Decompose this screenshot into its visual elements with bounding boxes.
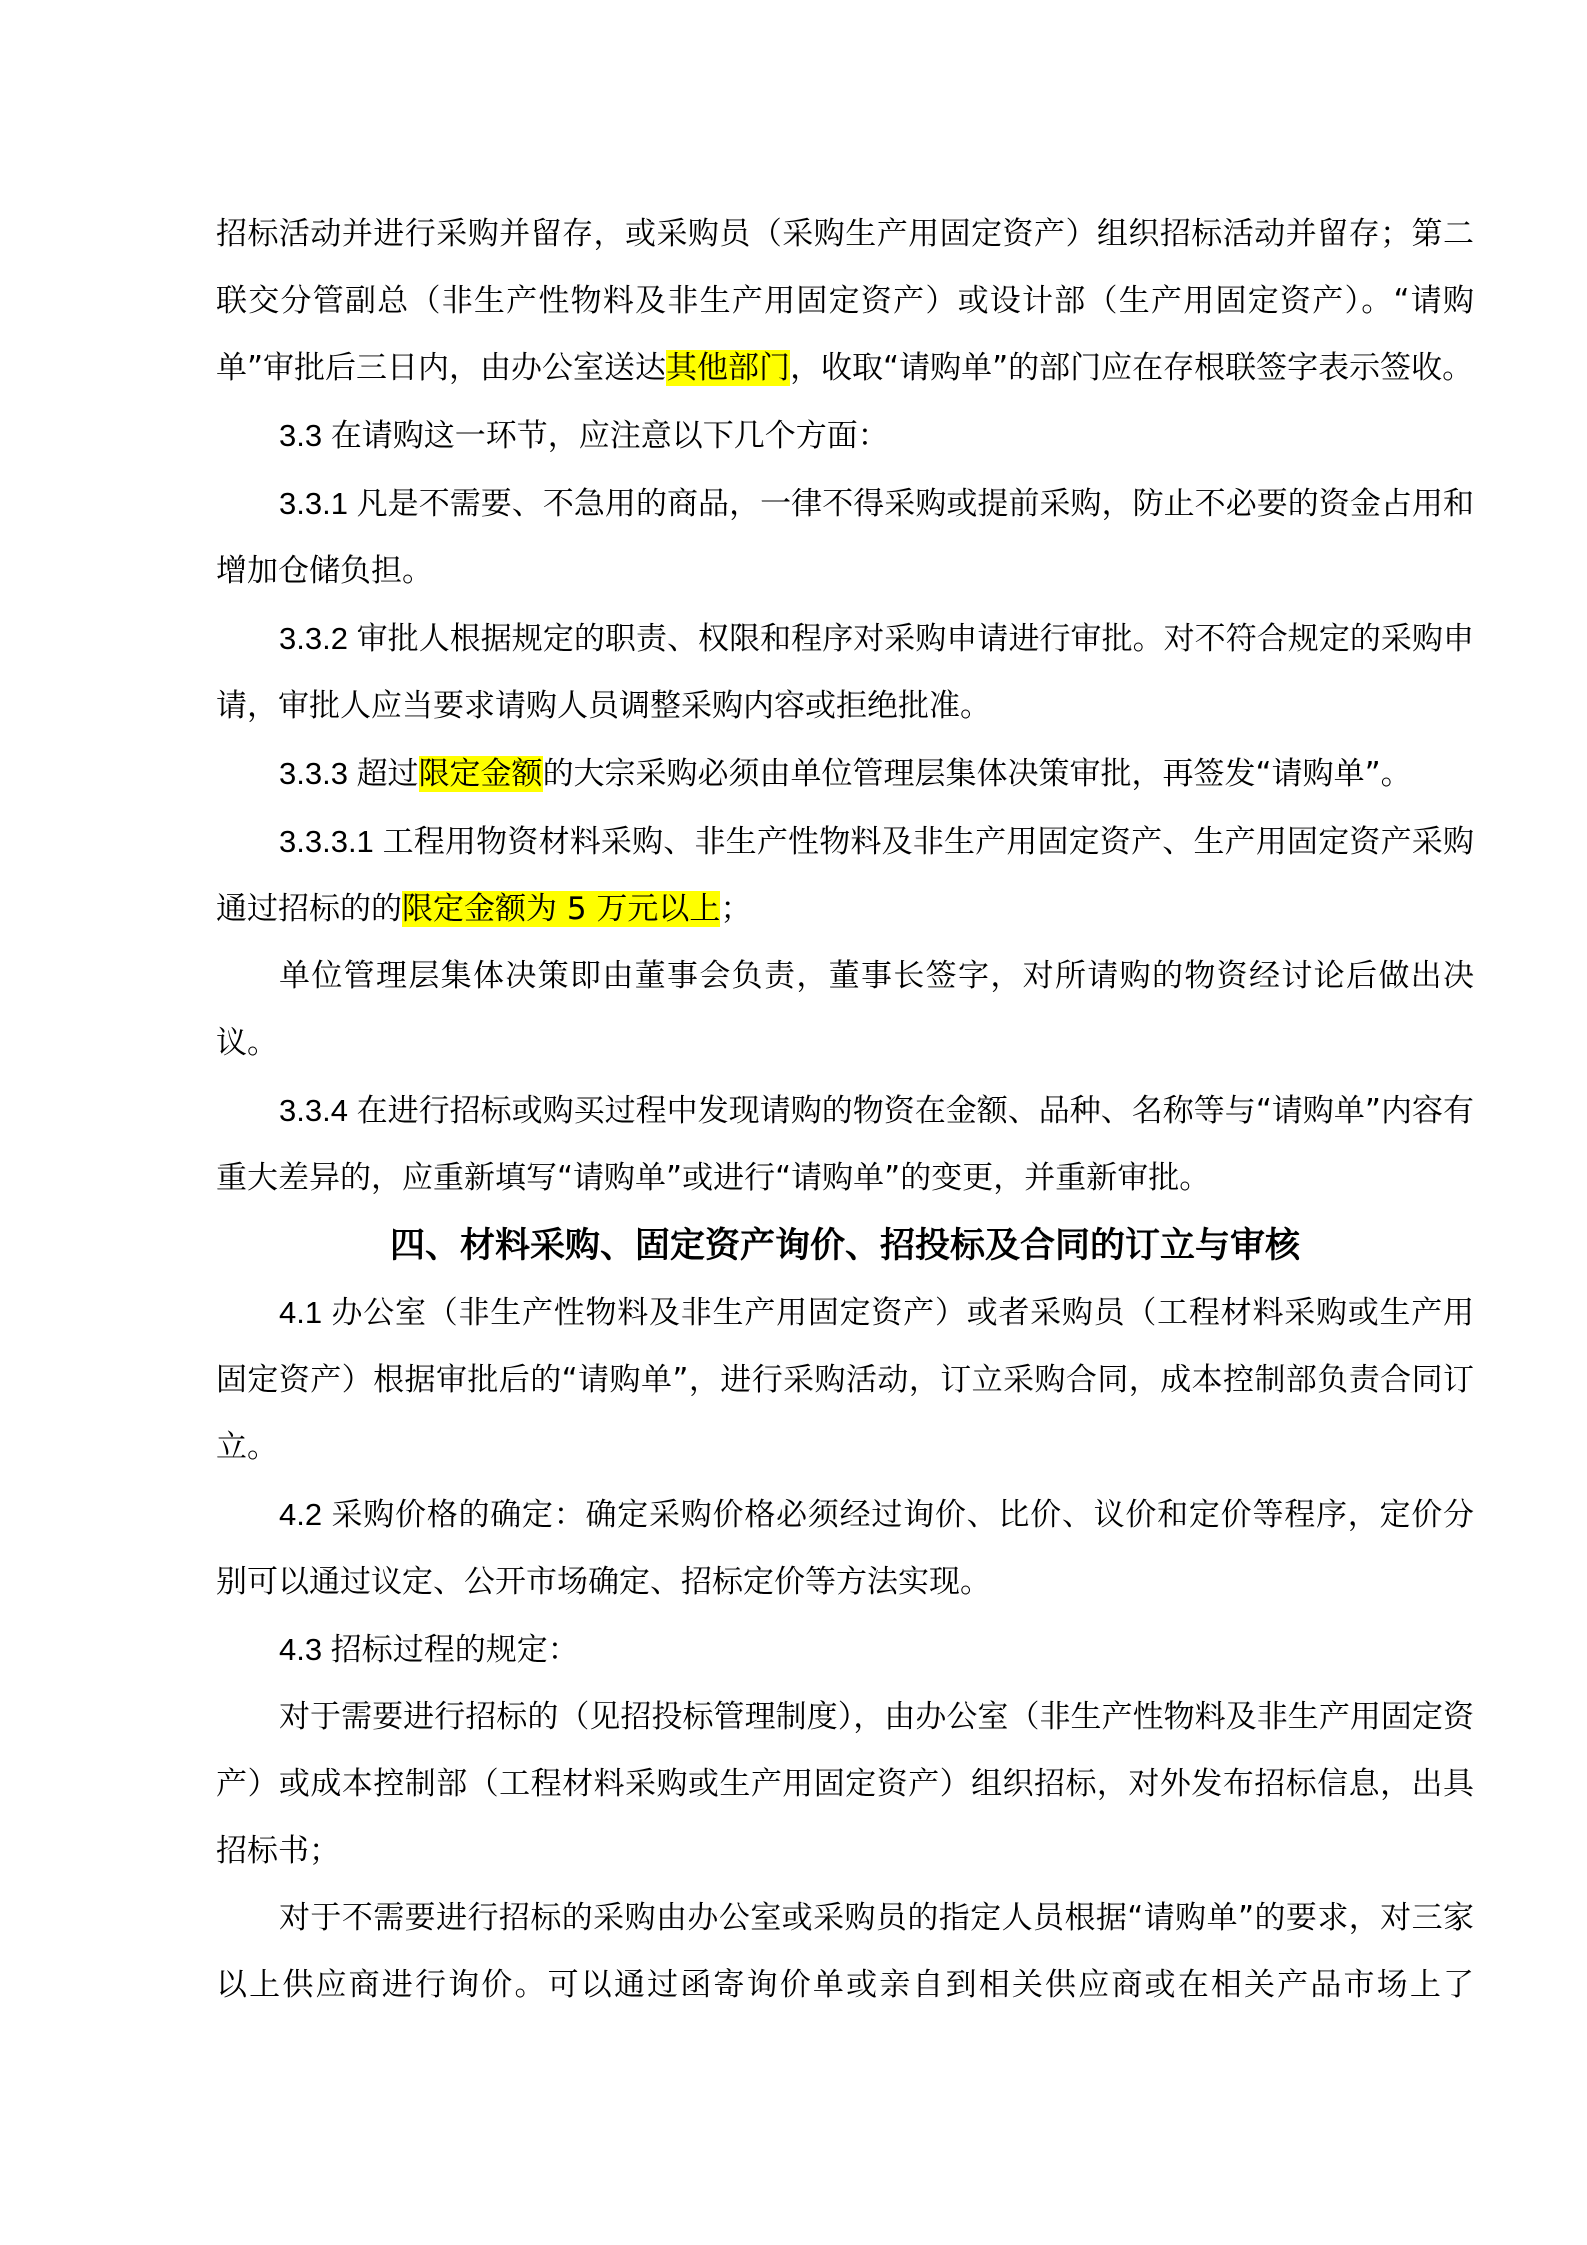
- paragraph: [216, 1077, 1474, 1212]
- clause-number: 4.2: [279, 1497, 332, 1532]
- paragraph: [216, 1279, 1474, 1481]
- text-segment: 超过: [356, 756, 419, 792]
- document-page: [216, 201, 1474, 2019]
- paragraph: [216, 1885, 1474, 2019]
- section-heading: [216, 1212, 1474, 1279]
- clause-number: 3.3.3: [279, 756, 357, 791]
- highlighted-text: 限定金额: [418, 756, 543, 792]
- highlighted-text: 限定金额为 5 万元以上: [402, 891, 721, 927]
- text-segment: 凡是不需要、不急用的商品，一律不得采购或提前采购，防止不必要的资金占用和增加仓储负担。: [216, 486, 1475, 589]
- highlighted-text: 其他部门: [666, 350, 791, 386]
- paragraph: [216, 470, 1474, 605]
- text-segment: 的大宗采购必须由单位管理层集体决策审批，再签发“请购单”。: [542, 756, 1412, 792]
- paragraph: [216, 201, 1474, 402]
- paragraph: [216, 808, 1474, 943]
- text-segment: 工程用物资材料采购、非生产性物料及非生产用固定资产、生产用固定资产采购通过招标的的: [216, 824, 1474, 927]
- text-segment: ；: [720, 891, 752, 927]
- text-segment: 四、材料采购、固定资产询价、招投标及合同的订立与审核: [389, 1225, 1300, 1266]
- clause-number: 4.3: [279, 1632, 331, 1667]
- text-segment: 对于需要进行招标的（见招投标管理制度），由办公室（非生产性物料及非生产用固定资产）或成本控制部（工程材料采购或生产用固定资产）组织招标，对外发布招标信息，出具招标书；: [216, 1699, 1474, 1869]
- paragraph: [216, 1616, 1474, 1684]
- clause-number: 3.3.2: [279, 621, 357, 656]
- text-segment: 采购价格的确定：确定采购价格必须经过询价、比价、议价和定价等程序，定价分别可以通过议定、公开市场确定、招标定价等方法实现。: [216, 1497, 1474, 1600]
- clause-number: 3.3.3.1: [279, 824, 383, 859]
- text-segment: ，收取“请购单”的部门应在存根联签字表示签收。: [790, 350, 1474, 386]
- clause-number: 3.3: [279, 418, 331, 453]
- text-segment: 单位管理层集体决策即由董事会负责，董事长签字，对所请购的物资经讨论后做出决议。: [216, 958, 1474, 1061]
- clause-number: 3.3.1: [279, 486, 357, 521]
- paragraph: [216, 943, 1474, 1077]
- clause-number: 4.1: [279, 1295, 332, 1330]
- text-segment: 在请购这一环节，应注意以下几个方面：: [330, 418, 889, 454]
- paragraph: [216, 1684, 1474, 1885]
- text-segment: 审批人根据规定的职责、权限和程序对采购申请进行审批。对不符合规定的采购申请，审批人应当要求请购人员调整采购内容或拒绝批准。: [216, 621, 1475, 724]
- text-segment: 在进行招标或购买过程中发现请购的物资在金额、品种、名称等与“请购单”内容有重大差异的，应重新填写“请购单”或进行“请购单”的变更，并重新审批。: [216, 1093, 1474, 1196]
- clause-number: 3.3.4: [279, 1093, 357, 1128]
- text-segment: 办公室（非生产性物料及非生产用固定资产）或者采购员（工程材料采购或生产用固定资产）根据审批后的“请购单”，进行采购活动，订立采购合同，成本控制部负责合同订立。: [216, 1295, 1474, 1465]
- paragraph: [216, 1481, 1474, 1616]
- text-segment: 对于不需要进行招标的采购由办公室或采购员的指定人员根据“请购单”的要求，对三家以上供应商进行询价。可以通过函寄询价单或亲自到相关供应商或在相关产品市场上了: [216, 1900, 1474, 2003]
- paragraph: [216, 605, 1474, 740]
- paragraph: [216, 402, 1474, 470]
- paragraph: [216, 740, 1474, 808]
- text-segment: 招标过程的规定：: [330, 1632, 579, 1668]
- text-segment: 招标活动并进行采购并留存，或采购员（采购生产用固定资产）组织招标活动并留存；第二联交分管副总（非生产性物料及非生产用固定资产）或设计部（生产用固定资产）。“请购单”审批后三日内，由办公室送达: [216, 216, 1474, 386]
